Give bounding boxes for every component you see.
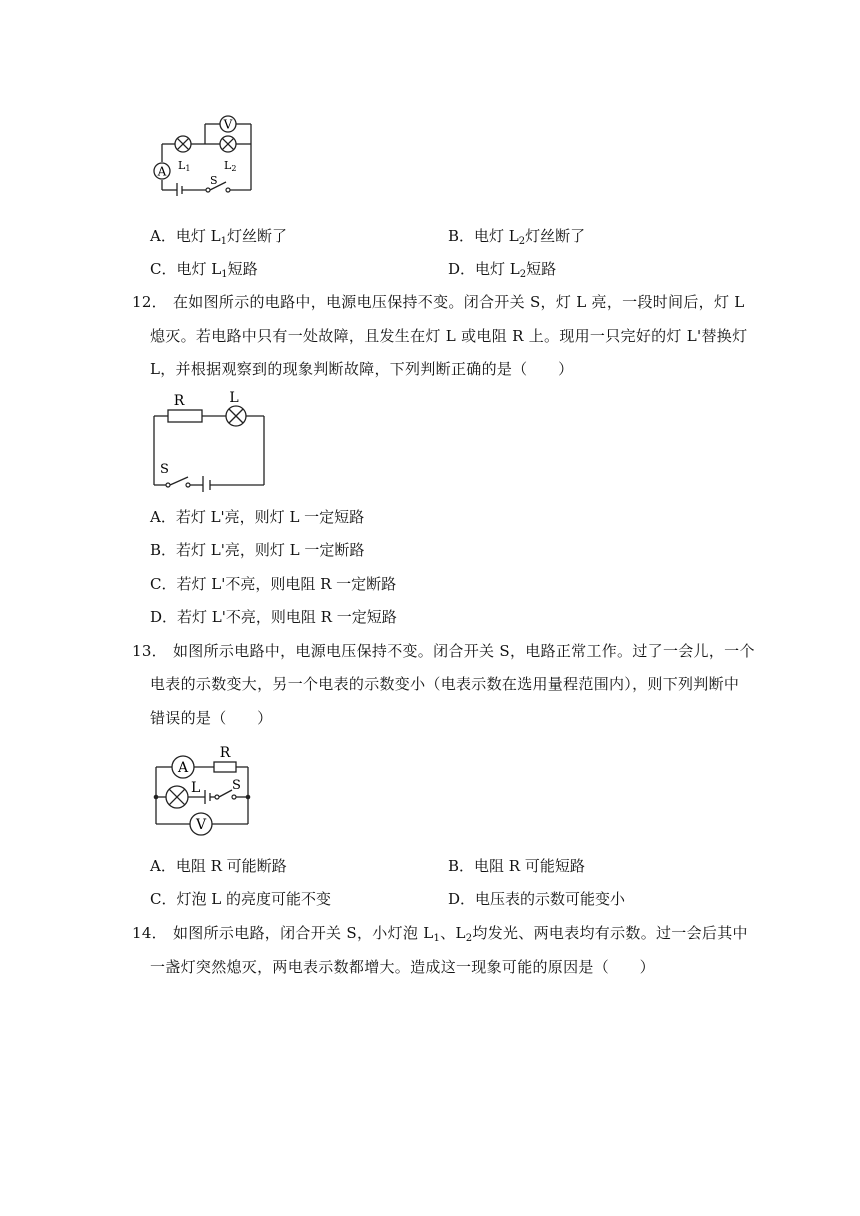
q13-stem-line-2: 电表的示数变大，另一个电表的示数变小（电表示数在选用量程范围内），则下列判断中: [150, 675, 740, 693]
q12-circuit-figure: [148, 388, 270, 492]
q12-line-1-text: 在如图所示的电路中，电源电压保持不变。闭合开关 S，灯 L 亮，一段时间后，灯 L: [173, 293, 745, 311]
q13-option-b[interactable]: B．电阻 R 可能短路: [448, 857, 585, 875]
q11-option-c-prefix: C．电灯 L: [150, 260, 222, 278]
q11-ammeter-label: A: [157, 164, 167, 179]
q12-stem-line-3: L，并根据观察到的现象判断故障，下列判断正确的是（ ）: [150, 360, 574, 378]
q11-option-c-suffix: 短路: [227, 260, 258, 278]
q11-option-a-prefix: A．电灯 L: [150, 227, 221, 245]
q14-line-1-mid: 、L: [440, 924, 466, 942]
q13-resistor-label: R: [219, 745, 231, 761]
q14-line-1-prefix: 如图所示电路，闭合开关 S，小灯泡 L: [173, 924, 434, 942]
q12-option-c[interactable]: C．若灯 L'不亮，则电阻 R 一定断路: [150, 575, 397, 593]
q13-stem-line-3: 错误的是（ ）: [150, 709, 273, 727]
q11-l1-label: L1: [178, 159, 191, 173]
q13-option-c[interactable]: C．灯泡 L 的亮度可能不变: [150, 890, 331, 908]
q11-option-a-sub: 1: [220, 236, 227, 247]
q14-l1-sub: 1: [433, 933, 441, 944]
q12-resistor-label: R: [173, 393, 185, 409]
q12-option-d[interactable]: D．若灯 L'不亮，则电阻 R 一定短路: [150, 608, 397, 626]
q11-option-d[interactable]: [448, 259, 556, 279]
q11-circuit-diagram: [150, 112, 260, 196]
q11-l2-label: L2: [224, 159, 237, 173]
q11-option-b-prefix: B．电灯 L: [448, 227, 519, 245]
q12-option-b[interactable]: B．若灯 L'亮，则灯 L 一定断路: [150, 541, 365, 559]
q13-switch-label: S: [232, 778, 241, 793]
q11-option-d-suffix: 短路: [526, 260, 557, 278]
q12-option-a[interactable]: A．若灯 L'亮，则灯 L 一定短路: [150, 508, 365, 526]
q13-line-1-text: 如图所示电路中，电源电压保持不变。闭合开关 S，电路正常工作。过了一会儿，一个: [173, 642, 755, 660]
q12-stem-line-1: [132, 292, 745, 312]
q13-option-a[interactable]: A．电阻 R 可能断路: [150, 857, 287, 875]
q13-ammeter-label: A: [177, 760, 189, 776]
q13-voltmeter-label: V: [195, 817, 207, 833]
q11-option-b-suffix: 灯丝断了: [525, 227, 586, 245]
q12-circuit-diagram: [148, 388, 270, 492]
q11-circuit-figure: [150, 112, 260, 196]
q11-option-a[interactable]: [150, 226, 287, 246]
q11-voltmeter-label: V: [223, 117, 233, 132]
q14-stem-line-2: 一盏灯突然熄灭，两电表示数都增大。造成这一现象可能的原因是（ ）: [150, 958, 655, 976]
q13-circuit-figure: [150, 742, 254, 836]
q14-line-1-suffix: 均发光、两电表均有示数。过一会后其中: [472, 924, 748, 942]
q11-option-b[interactable]: [448, 226, 585, 246]
q12-stem-line-2: 熄灭。若电路中只有一处故障，且发生在灯 L 或电阻 R 上。现用一只完好的灯 L'替换灯: [150, 327, 748, 345]
q11-option-d-sub: 2: [519, 269, 527, 280]
q13-stem-line-1: [132, 641, 755, 661]
q11-option-c[interactable]: [150, 259, 258, 279]
q13-option-d[interactable]: D．电压表的示数可能变小: [448, 890, 626, 908]
q12-switch-label: S: [160, 462, 169, 477]
q14-number: 14．: [132, 924, 167, 942]
q12-lamp-label: L: [229, 390, 239, 406]
q14-stem-line-1: [132, 923, 748, 943]
q11-switch-label: S: [210, 174, 218, 187]
q13-circuit-diagram: [150, 742, 254, 836]
q14-l2-sub: 2: [465, 933, 473, 944]
q13-number: 13．: [132, 642, 167, 660]
q13-lamp-label: L: [191, 780, 201, 796]
q11-option-d-prefix: D．电灯 L: [448, 260, 520, 278]
q11-option-c-sub: 1: [221, 269, 228, 280]
q11-option-a-suffix: 灯丝断了: [226, 227, 287, 245]
q11-option-b-sub: 2: [518, 236, 526, 247]
q12-number: 12．: [132, 293, 167, 311]
